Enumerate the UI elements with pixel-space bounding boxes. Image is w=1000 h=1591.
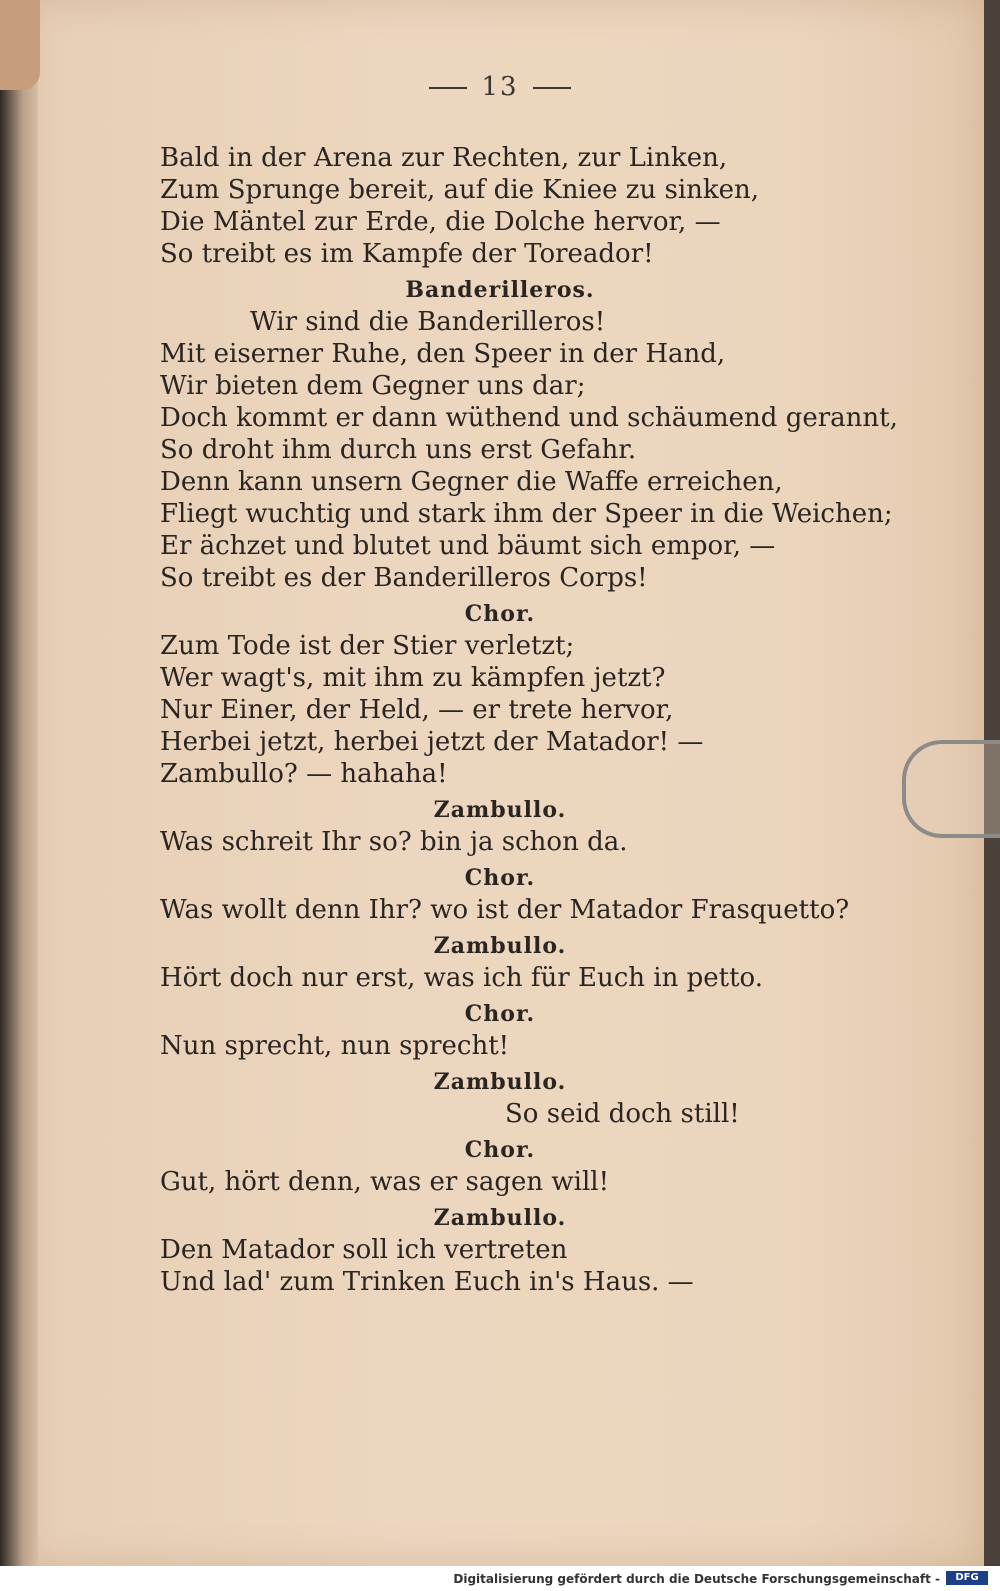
- speaker-heading: Zambullo.: [433, 1069, 567, 1095]
- page-number-dash-left: [429, 87, 467, 89]
- verse-line: Zum Sprunge bereit, auf die Kniee zu sinken,: [160, 175, 760, 205]
- page-number-value: 13: [481, 72, 519, 102]
- speaker-heading: Banderilleros.: [405, 277, 595, 303]
- speaker-heading: Chor.: [464, 1137, 536, 1163]
- verse-line: Er ächzet und blutet und bäumt sich empor, —: [160, 531, 776, 561]
- funding-credit: Digitalisierung gefördert durch die Deutsche Forschungsgemeinschaft -: [453, 1572, 940, 1586]
- verse-line: Wir sind die Banderilleros!: [250, 307, 606, 337]
- verse-line: So treibt es der Banderilleros Corps!: [160, 563, 648, 593]
- verse-line: Den Matador soll ich vertreten: [160, 1235, 568, 1265]
- verse-line: Was schreit Ihr so? bin ja schon da.: [160, 827, 628, 857]
- stanza-1: [160, 142, 880, 270]
- verse-line: Und lad' zum Trinken Euch in's Haus. —: [160, 1267, 694, 1297]
- verse-line: Wir bieten dem Gegner uns dar;: [160, 371, 586, 401]
- verse-line: Herbei jetzt, herbei jetzt der Matador! —: [160, 727, 704, 757]
- verse-line: Zambullo? — hahaha!: [160, 759, 448, 789]
- paper-clip: [902, 740, 1000, 838]
- verse-line: Nun sprecht, nun sprecht!: [160, 1031, 510, 1061]
- speaker-heading: Zambullo.: [433, 1205, 567, 1231]
- speaker-heading: Zambullo.: [433, 933, 567, 959]
- verse-line: Mit eiserner Ruhe, den Speer in der Hand,: [160, 339, 726, 369]
- verse-line: So droht ihm durch uns erst Gefahr.: [160, 435, 637, 465]
- speaker-heading: Chor.: [464, 1001, 536, 1027]
- verse-line: So treibt es im Kampfe der Toreador!: [160, 239, 654, 269]
- verse-line: Zum Tode ist der Stier verletzt;: [160, 631, 575, 661]
- verse-line: Hört doch nur erst, was ich für Euch in petto.: [160, 963, 763, 993]
- speaker-heading: Chor.: [464, 601, 536, 627]
- verse-line: Was wollt denn Ihr? wo ist der Matador Frasquetto?: [160, 895, 850, 925]
- verse-line: So seid doch still!: [505, 1099, 740, 1129]
- verse-line: Denn kann unsern Gegner die Waffe erreichen,: [160, 467, 783, 497]
- verse-line: Bald in der Arena zur Rechten, zur Linken,: [160, 143, 728, 173]
- verse-line: Doch kommt er dann wüthend und schäumend gerannt,: [160, 403, 898, 433]
- verse-line: Wer wagt's, mit ihm zu kämpfen jetzt?: [160, 663, 666, 693]
- speaker-heading: Chor.: [464, 865, 536, 891]
- dfg-logo: DFG: [946, 1571, 988, 1585]
- speaker-heading: Zambullo.: [433, 797, 567, 823]
- verse-line: Nur Einer, der Held, — er trete hervor,: [160, 695, 674, 725]
- libretto-text: [160, 142, 898, 1298]
- page-number: [0, 72, 1000, 102]
- verse-line: Gut, hört denn, was er sagen will!: [160, 1167, 610, 1197]
- page-number-dash-right: [533, 87, 571, 89]
- verse-line: Die Mäntel zur Erde, die Dolche hervor, —: [160, 207, 721, 237]
- binding-shadow: [0, 0, 38, 1566]
- verse-line: Fliegt wuchtig und stark ihm der Speer in die Weichen;: [160, 499, 893, 529]
